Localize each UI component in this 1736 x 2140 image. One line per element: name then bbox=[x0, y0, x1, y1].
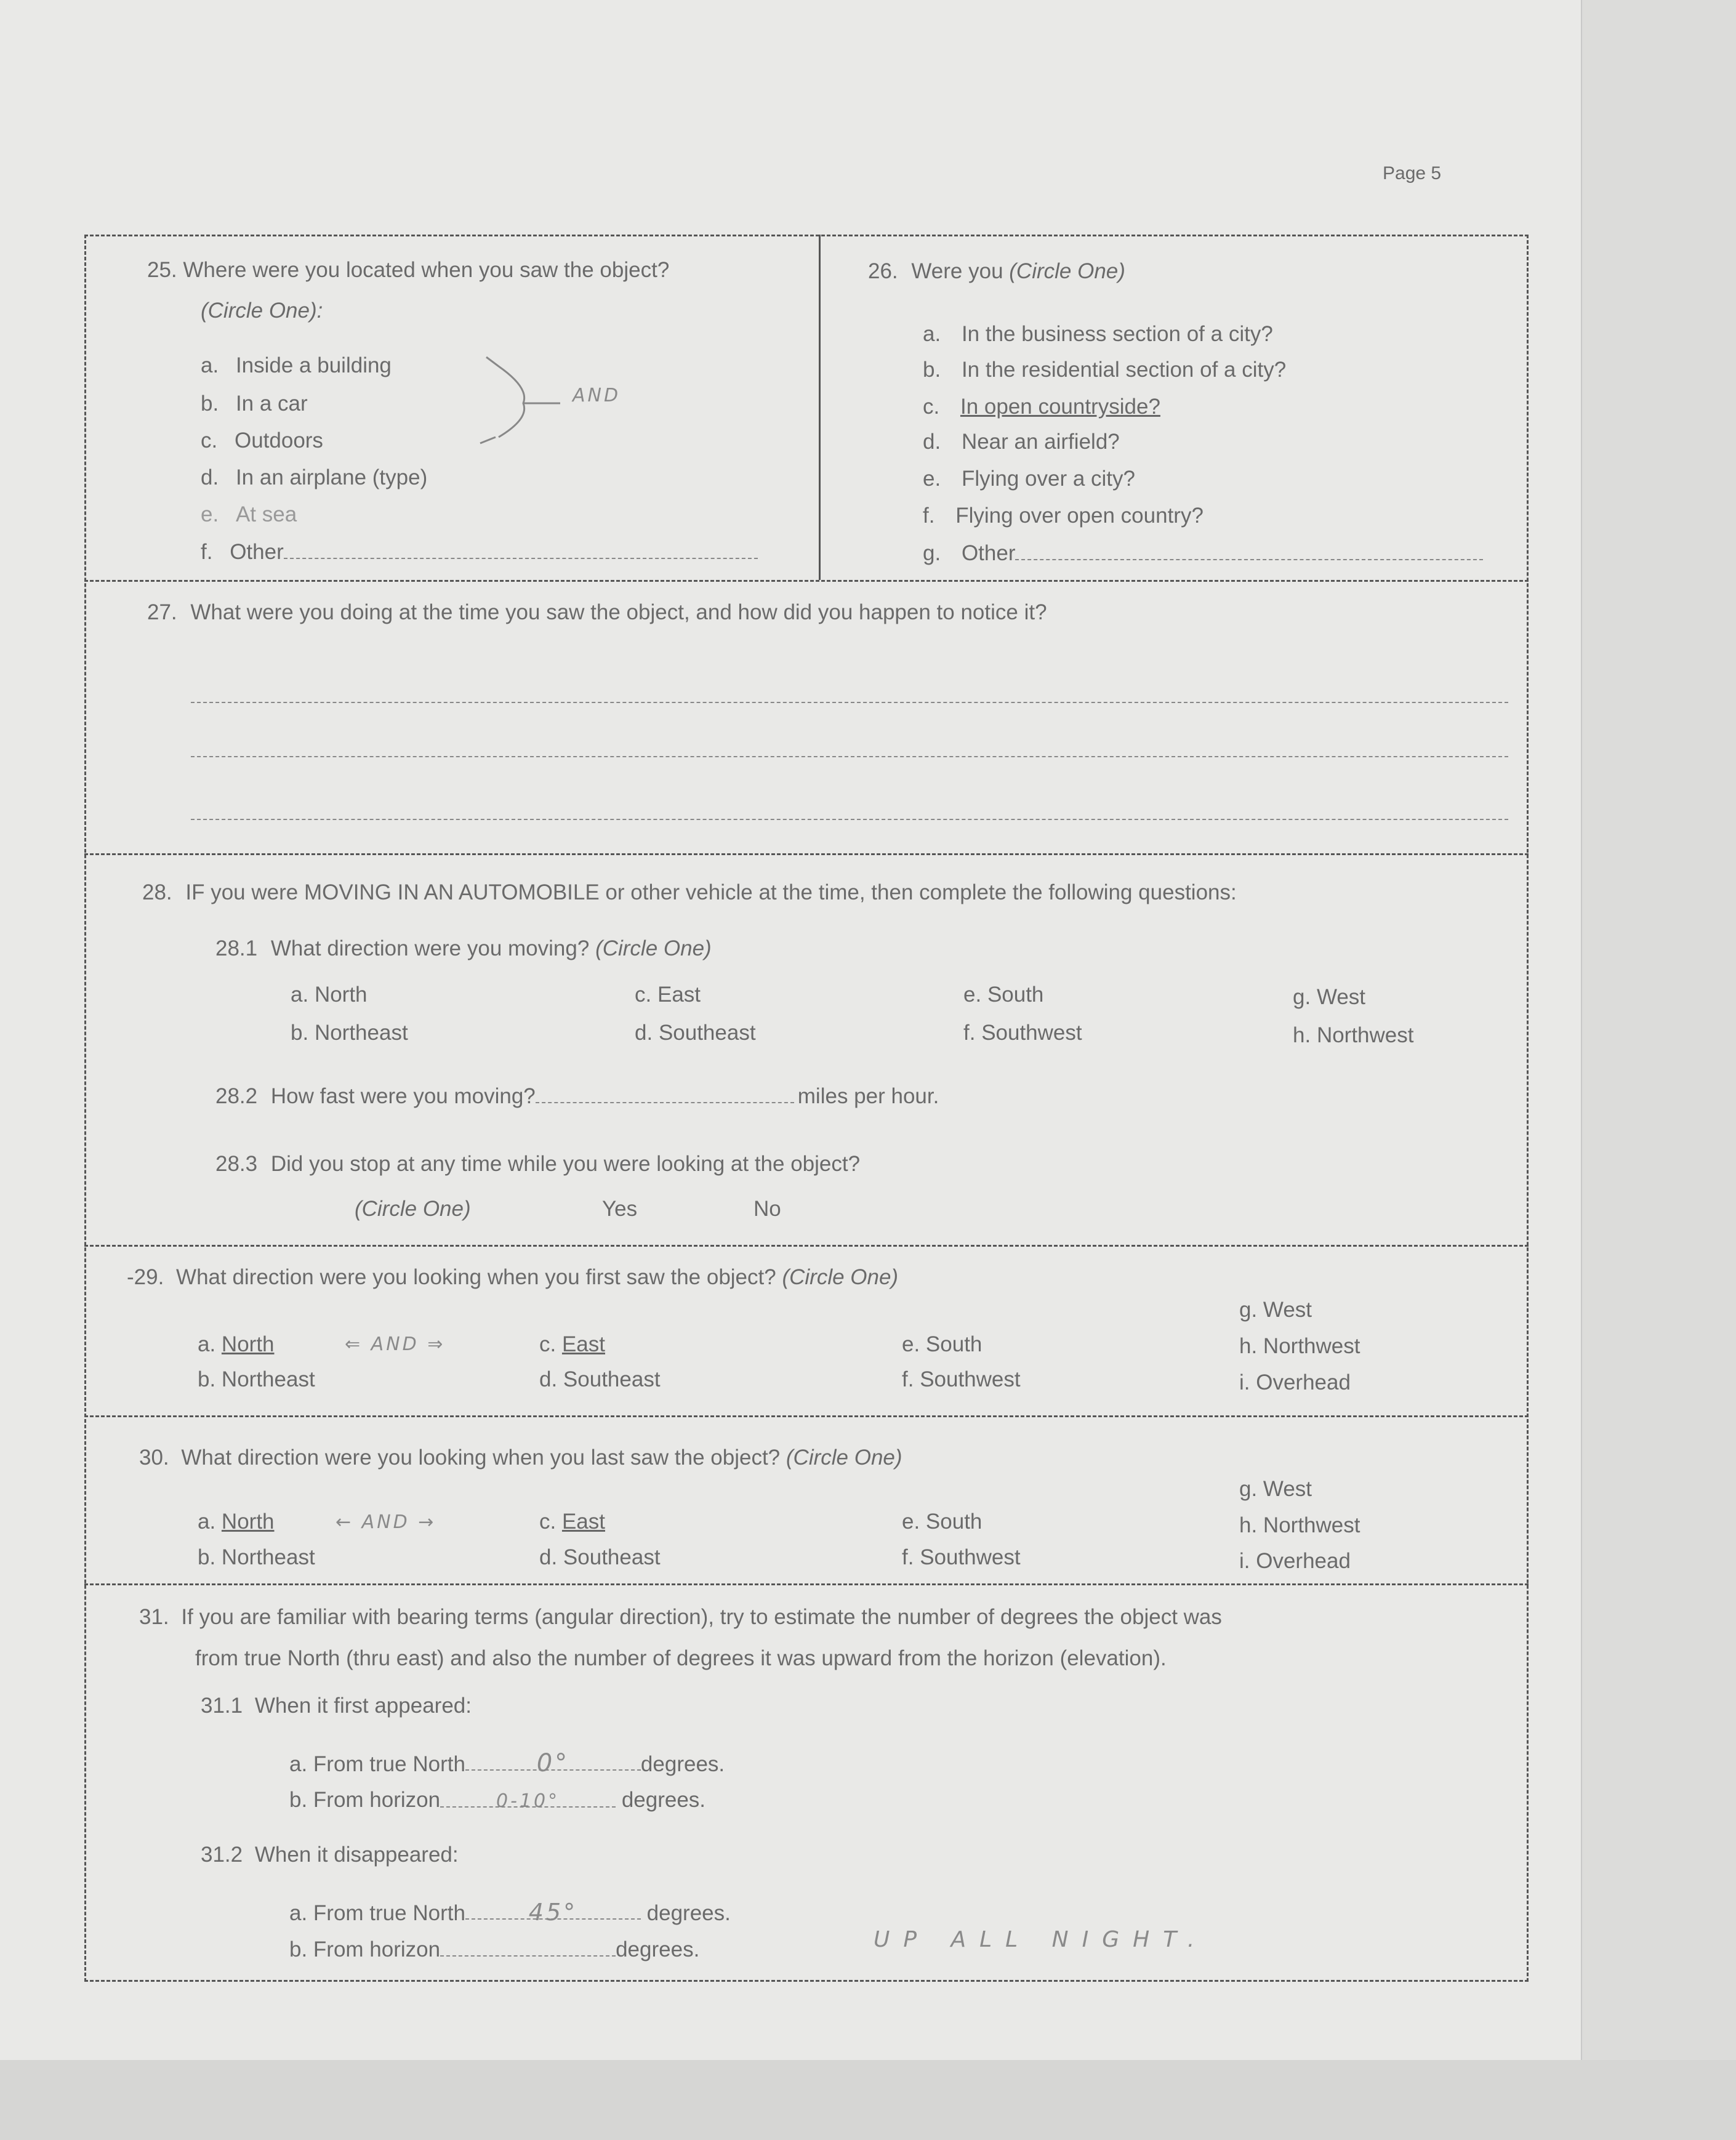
q28-3-circle-one: (Circle One) bbox=[355, 1197, 471, 1221]
q29-option-a[interactable]: a. North bbox=[198, 1332, 275, 1356]
q29-option-e[interactable]: e. South bbox=[902, 1332, 983, 1356]
q31-1-a: a. From true North 0° degrees. bbox=[289, 1749, 725, 1777]
q25-option-c[interactable]: c. Outdoors bbox=[201, 428, 323, 453]
q26-option-g[interactable]: g. Other bbox=[923, 541, 1483, 566]
q28-2-number: 28.2 bbox=[215, 1084, 258, 1108]
divider-25-26 bbox=[819, 235, 821, 580]
q27-answer-line[interactable] bbox=[191, 819, 1508, 820]
page-edge bbox=[1581, 0, 1736, 2140]
q28-3-number: 28.3 bbox=[215, 1152, 258, 1176]
q28-1-option-d[interactable]: d. Southeast bbox=[635, 1021, 756, 1045]
q25-number: 25. bbox=[147, 258, 177, 282]
handwritten-and: AND bbox=[573, 385, 621, 406]
bracket-icon bbox=[474, 351, 566, 456]
q28-1-option-g[interactable]: g. West bbox=[1293, 985, 1366, 1009]
q30-option-g[interactable]: g. West bbox=[1239, 1477, 1312, 1501]
q28-1-option-e[interactable]: e. South bbox=[963, 983, 1044, 1007]
q25-circle-one: (Circle One): bbox=[201, 299, 323, 323]
q31-1-a-field[interactable]: 0° bbox=[465, 1751, 641, 1771]
q31-2-a-field[interactable]: 45° bbox=[465, 1900, 641, 1920]
q25-text: Where were you located when you saw the object? bbox=[183, 258, 670, 282]
divider bbox=[84, 853, 1529, 855]
q27-number: 27. bbox=[147, 600, 177, 624]
q29-option-h[interactable]: h. Northwest bbox=[1239, 1334, 1360, 1358]
q30-option-e[interactable]: e. South bbox=[902, 1510, 983, 1534]
q30-option-a[interactable]: a. North bbox=[198, 1510, 275, 1534]
q31-2-number: 31.2 bbox=[201, 1843, 243, 1867]
q28-number: 28. bbox=[142, 880, 172, 904]
q25-option-d[interactable]: d. In an airplane (type) bbox=[201, 465, 428, 489]
q29-option-d[interactable]: d. Southeast bbox=[539, 1367, 661, 1391]
q29-option-f[interactable]: f. Southwest bbox=[902, 1367, 1021, 1391]
q28-1-number: 28.1 bbox=[215, 936, 258, 960]
q26-text: Were you bbox=[911, 259, 1003, 283]
q30-option-h[interactable]: h. Northwest bbox=[1239, 1513, 1360, 1537]
q28-1-option-f[interactable]: f. Southwest bbox=[963, 1021, 1082, 1045]
q26-circle-one: (Circle One) bbox=[1009, 259, 1125, 283]
page-bottom-margin bbox=[0, 2060, 1736, 2140]
q26-other-field[interactable] bbox=[1015, 541, 1483, 560]
divider bbox=[84, 1583, 1529, 1585]
q25-other-field[interactable] bbox=[284, 539, 758, 559]
handwritten-and-arrows: ← AND → bbox=[336, 1511, 436, 1533]
q30-option-b[interactable]: b. Northeast bbox=[198, 1545, 315, 1569]
q30-option-i[interactable]: i. Overhead bbox=[1239, 1549, 1351, 1573]
q28-1-option-a[interactable]: a. North bbox=[291, 983, 368, 1007]
q26-number: 26. bbox=[868, 259, 898, 283]
q26-option-c[interactable]: c. In open countryside? bbox=[923, 395, 1160, 419]
q25-option-a[interactable]: a. Inside a building bbox=[201, 353, 392, 377]
q28-3-yes[interactable]: Yes bbox=[602, 1197, 638, 1221]
divider bbox=[84, 580, 1529, 582]
q31-1-b: b. From horizon 0-10° degrees. bbox=[289, 1788, 706, 1812]
q31-1-number: 31.1 bbox=[201, 1694, 243, 1718]
q30-number: 30. bbox=[139, 1446, 169, 1470]
divider bbox=[84, 1415, 1529, 1417]
q30-option-c[interactable]: c. East bbox=[539, 1510, 605, 1534]
q25-option-b[interactable]: b. In a car bbox=[201, 392, 308, 416]
page-number: Page 5 bbox=[1383, 163, 1442, 183]
q31-1-b-field[interactable]: 0-10° bbox=[440, 1788, 616, 1808]
q31-text-line2: from true North (thru east) and also the number of degrees it was upward from the horizon (elevation). bbox=[195, 1646, 1167, 1670]
q27-text: What were you doing at the time you saw the object, and how did you happen to notice it? bbox=[190, 600, 1047, 624]
q26-option-f[interactable]: f. Flying over open country? bbox=[923, 504, 1204, 528]
q28-1-option-h[interactable]: h. Northwest bbox=[1293, 1023, 1414, 1047]
q28-3-no[interactable]: No bbox=[753, 1197, 781, 1221]
q28-caps-text: MOVING IN AN AUTOMOBILE bbox=[303, 880, 600, 904]
q29-option-g[interactable]: g. West bbox=[1239, 1298, 1312, 1322]
q29-option-b[interactable]: b. Northeast bbox=[198, 1367, 315, 1391]
q27-answer-line[interactable] bbox=[191, 756, 1508, 757]
q29-option-c[interactable]: c. East bbox=[539, 1332, 605, 1356]
q28-1-option-c[interactable]: c. East bbox=[635, 983, 701, 1007]
q29-number: 29. bbox=[134, 1265, 164, 1289]
q26-option-b[interactable]: b. In the residential section of a city? bbox=[923, 358, 1287, 382]
q31-number: 31. bbox=[139, 1605, 169, 1629]
handwritten-and-arrows: ⇐ AND ⇒ bbox=[345, 1333, 446, 1355]
q31-2-a: a. From true North 45° degrees. bbox=[289, 1899, 731, 1926]
q28-1-option-b[interactable]: b. Northeast bbox=[291, 1021, 408, 1045]
q30-option-f[interactable]: f. Southwest bbox=[902, 1545, 1021, 1569]
q25-option-e[interactable]: e. At sea bbox=[201, 502, 297, 526]
divider bbox=[84, 1245, 1529, 1247]
handwritten-note: UP ALL NIGHT. bbox=[874, 1927, 1208, 1952]
q26-option-e[interactable]: e. Flying over a city? bbox=[923, 467, 1135, 491]
q25-option-f[interactable]: f. Other bbox=[201, 539, 758, 565]
q31-2-b: b. From horizon degrees. bbox=[289, 1937, 700, 1961]
q27-answer-line[interactable] bbox=[191, 702, 1508, 703]
q26-option-a[interactable]: a. In the business section of a city? bbox=[923, 322, 1273, 346]
q31-2-b-field[interactable] bbox=[440, 1937, 616, 1957]
q26-option-d[interactable]: d. Near an airfield? bbox=[923, 430, 1120, 454]
q30-option-d[interactable]: d. Southeast bbox=[539, 1545, 661, 1569]
speed-field[interactable] bbox=[536, 1084, 794, 1103]
q29-option-i[interactable]: i. Overhead bbox=[1239, 1370, 1351, 1394]
